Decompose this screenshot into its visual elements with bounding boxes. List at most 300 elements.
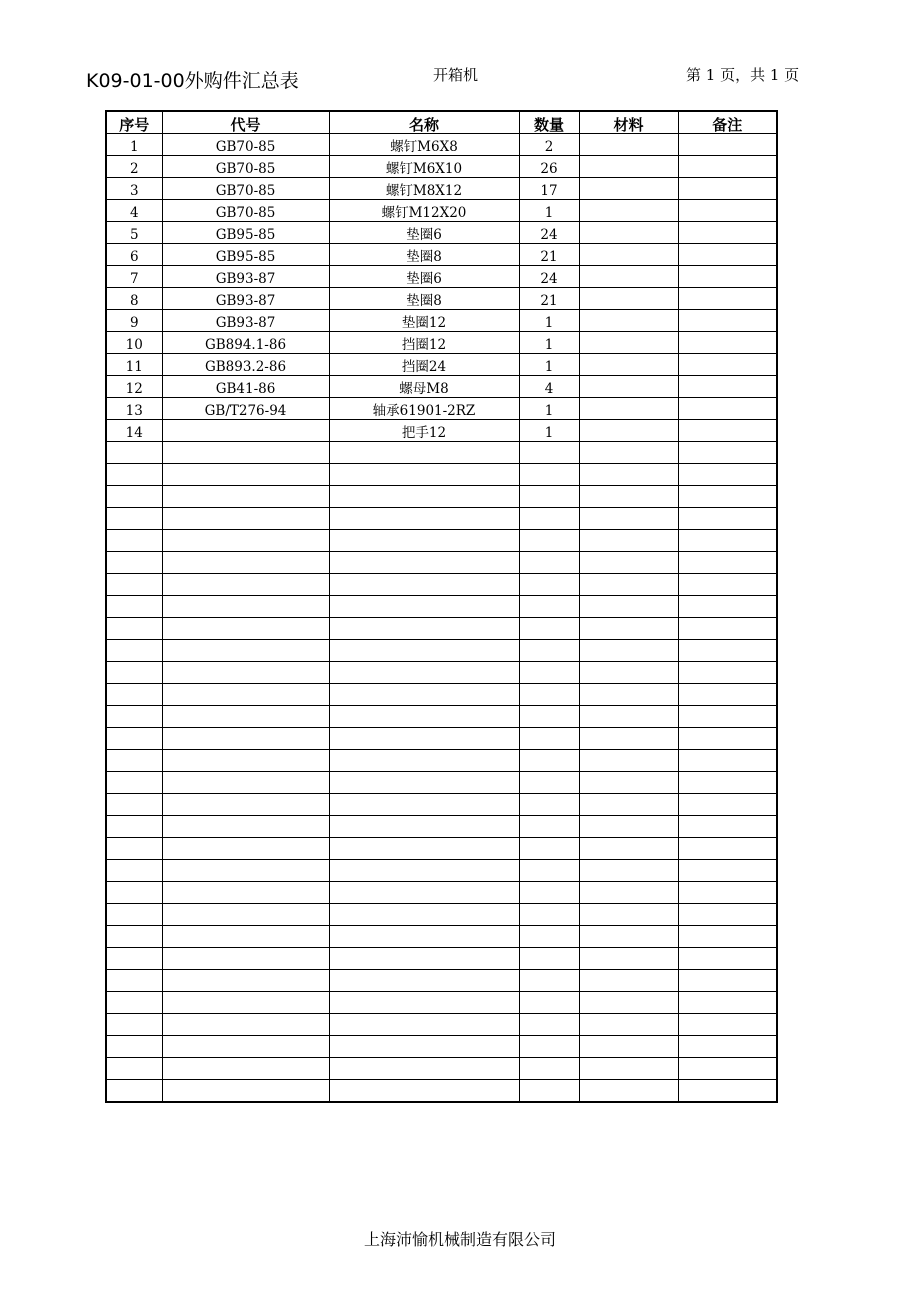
document-title: K09-01-00外购件汇总表 <box>86 70 299 92</box>
cell-qty <box>519 574 579 596</box>
table-row <box>106 134 777 156</box>
cell-material <box>579 134 678 156</box>
cell-remark <box>678 684 777 706</box>
column-header-no: 序号 <box>106 111 162 134</box>
column-header-remark: 备注 <box>678 111 777 134</box>
cell-code: GB893.2-86 <box>162 354 329 376</box>
cell-no <box>106 816 162 838</box>
cell-material <box>579 860 678 882</box>
cell-material <box>579 266 678 288</box>
cell-code <box>162 838 329 860</box>
empty-table-row <box>106 1036 777 1058</box>
cell-code: GB93-87 <box>162 288 329 310</box>
cell-name <box>329 640 519 662</box>
cell-remark <box>678 970 777 992</box>
cell-name <box>329 728 519 750</box>
cell-code <box>162 596 329 618</box>
table-row <box>106 200 777 222</box>
cell-qty: 1 <box>519 398 579 420</box>
cell-code: GB70-85 <box>162 178 329 200</box>
empty-table-row <box>106 728 777 750</box>
cell-remark <box>678 1080 777 1103</box>
cell-remark <box>678 838 777 860</box>
cell-qty: 21 <box>519 288 579 310</box>
cell-code <box>162 684 329 706</box>
empty-table-row <box>106 486 777 508</box>
cell-name <box>329 838 519 860</box>
cell-name <box>329 948 519 970</box>
empty-table-row <box>106 552 777 574</box>
cell-no <box>106 882 162 904</box>
cell-material <box>579 1058 678 1080</box>
cell-code <box>162 860 329 882</box>
page-info: 第 1 页，共 1 页 <box>686 66 800 84</box>
cell-remark <box>678 420 777 442</box>
cell-name: 垫圈6 <box>329 222 519 244</box>
empty-table-row <box>106 684 777 706</box>
cell-no <box>106 662 162 684</box>
cell-qty: 1 <box>519 310 579 332</box>
table-row <box>106 244 777 266</box>
cell-material <box>579 794 678 816</box>
cell-name <box>329 904 519 926</box>
machine-name: 开箱机 <box>433 66 479 84</box>
cell-name <box>329 464 519 486</box>
cell-material <box>579 596 678 618</box>
table-row <box>106 398 777 420</box>
cell-no <box>106 794 162 816</box>
empty-table-row <box>106 838 777 860</box>
cell-qty <box>519 618 579 640</box>
cell-remark <box>678 1058 777 1080</box>
cell-code <box>162 1058 329 1080</box>
cell-remark <box>678 926 777 948</box>
cell-qty <box>519 882 579 904</box>
cell-remark <box>678 464 777 486</box>
table-body <box>106 134 777 1103</box>
cell-remark <box>678 288 777 310</box>
cell-remark <box>678 508 777 530</box>
cell-code <box>162 530 329 552</box>
table-row <box>106 222 777 244</box>
cell-name <box>329 1036 519 1058</box>
cell-no: 9 <box>106 310 162 332</box>
cell-material <box>579 816 678 838</box>
cell-no: 13 <box>106 398 162 420</box>
empty-table-row <box>106 640 777 662</box>
cell-name: 垫圈12 <box>329 310 519 332</box>
cell-qty <box>519 486 579 508</box>
cell-qty <box>519 1080 579 1103</box>
cell-qty: 1 <box>519 332 579 354</box>
cell-qty <box>519 464 579 486</box>
table-row <box>106 332 777 354</box>
cell-qty: 2 <box>519 134 579 156</box>
cell-qty <box>519 948 579 970</box>
empty-table-row <box>106 596 777 618</box>
cell-remark <box>678 662 777 684</box>
cell-no <box>106 530 162 552</box>
cell-material <box>579 398 678 420</box>
table-header-row <box>106 111 777 134</box>
cell-code <box>162 508 329 530</box>
table-row <box>106 354 777 376</box>
empty-table-row <box>106 992 777 1014</box>
cell-material <box>579 156 678 178</box>
cell-name: 螺钉M6X8 <box>329 134 519 156</box>
cell-remark <box>678 376 777 398</box>
cell-material <box>579 1014 678 1036</box>
cell-material <box>579 508 678 530</box>
cell-name <box>329 860 519 882</box>
cell-name: 螺钉M8X12 <box>329 178 519 200</box>
cell-qty <box>519 860 579 882</box>
cell-name <box>329 706 519 728</box>
cell-qty: 24 <box>519 222 579 244</box>
cell-material <box>579 420 678 442</box>
table-row <box>106 288 777 310</box>
cell-no <box>106 838 162 860</box>
cell-name: 轴承61901-2RZ <box>329 398 519 420</box>
cell-name <box>329 1014 519 1036</box>
cell-code <box>162 948 329 970</box>
cell-qty <box>519 772 579 794</box>
cell-qty: 17 <box>519 178 579 200</box>
cell-remark <box>678 816 777 838</box>
cell-material <box>579 728 678 750</box>
cell-code: GB93-87 <box>162 266 329 288</box>
cell-material <box>579 178 678 200</box>
cell-no <box>106 926 162 948</box>
cell-no <box>106 706 162 728</box>
cell-qty: 1 <box>519 420 579 442</box>
cell-material <box>579 948 678 970</box>
cell-qty <box>519 926 579 948</box>
cell-remark <box>678 596 777 618</box>
cell-no <box>106 574 162 596</box>
cell-name <box>329 442 519 464</box>
cell-code: GB70-85 <box>162 156 329 178</box>
cell-material <box>579 200 678 222</box>
cell-name <box>329 596 519 618</box>
cell-no <box>106 552 162 574</box>
cell-no: 12 <box>106 376 162 398</box>
cell-no: 7 <box>106 266 162 288</box>
empty-table-row <box>106 794 777 816</box>
cell-code <box>162 420 329 442</box>
cell-name: 挡圈24 <box>329 354 519 376</box>
cell-remark <box>678 640 777 662</box>
table-row <box>106 420 777 442</box>
column-header-name: 名称 <box>329 111 519 134</box>
cell-code <box>162 486 329 508</box>
cell-qty: 26 <box>519 156 579 178</box>
cell-material <box>579 662 678 684</box>
empty-table-row <box>106 706 777 728</box>
cell-code: GB/T276-94 <box>162 398 329 420</box>
cell-name <box>329 1080 519 1103</box>
empty-table-row <box>106 860 777 882</box>
table-row <box>106 376 777 398</box>
cell-code: GB41-86 <box>162 376 329 398</box>
cell-code <box>162 882 329 904</box>
cell-qty <box>519 530 579 552</box>
empty-table-row <box>106 1058 777 1080</box>
empty-table-row <box>106 772 777 794</box>
cell-remark <box>678 574 777 596</box>
cell-code <box>162 552 329 574</box>
cell-remark <box>678 728 777 750</box>
cell-qty <box>519 794 579 816</box>
cell-code: GB95-85 <box>162 244 329 266</box>
cell-no <box>106 1080 162 1103</box>
cell-no: 3 <box>106 178 162 200</box>
cell-remark <box>678 134 777 156</box>
cell-material <box>579 926 678 948</box>
cell-code <box>162 442 329 464</box>
cell-remark <box>678 772 777 794</box>
cell-no <box>106 486 162 508</box>
cell-material <box>579 684 678 706</box>
cell-qty: 1 <box>519 200 579 222</box>
cell-code: GB894.1-86 <box>162 332 329 354</box>
cell-code <box>162 1036 329 1058</box>
cell-no: 1 <box>106 134 162 156</box>
cell-qty <box>519 970 579 992</box>
cell-code: GB95-85 <box>162 222 329 244</box>
cell-name: 垫圈6 <box>329 266 519 288</box>
cell-qty: 21 <box>519 244 579 266</box>
cell-remark <box>678 992 777 1014</box>
cell-no: 10 <box>106 332 162 354</box>
empty-table-row <box>106 1014 777 1036</box>
cell-qty <box>519 662 579 684</box>
cell-no: 6 <box>106 244 162 266</box>
cell-no: 4 <box>106 200 162 222</box>
empty-table-row <box>106 442 777 464</box>
cell-code <box>162 904 329 926</box>
cell-name <box>329 772 519 794</box>
table-row <box>106 156 777 178</box>
cell-remark <box>678 354 777 376</box>
cell-qty <box>519 442 579 464</box>
cell-material <box>579 376 678 398</box>
cell-qty <box>519 838 579 860</box>
cell-no <box>106 860 162 882</box>
table-row <box>106 266 777 288</box>
column-header-qty: 数量 <box>519 111 579 134</box>
cell-qty <box>519 596 579 618</box>
cell-material <box>579 552 678 574</box>
cell-no <box>106 750 162 772</box>
cell-remark <box>678 266 777 288</box>
cell-no <box>106 728 162 750</box>
cell-no <box>106 1058 162 1080</box>
cell-material <box>579 904 678 926</box>
cell-remark <box>678 618 777 640</box>
cell-name <box>329 530 519 552</box>
cell-qty <box>519 684 579 706</box>
cell-material <box>579 618 678 640</box>
empty-table-row <box>106 948 777 970</box>
empty-table-row <box>106 1080 777 1103</box>
empty-table-row <box>106 816 777 838</box>
cell-no <box>106 464 162 486</box>
table-row <box>106 310 777 332</box>
cell-name <box>329 992 519 1014</box>
cell-remark <box>678 398 777 420</box>
empty-table-row <box>106 508 777 530</box>
cell-code <box>162 772 329 794</box>
cell-remark <box>678 310 777 332</box>
cell-name: 螺母M8 <box>329 376 519 398</box>
empty-table-row <box>106 530 777 552</box>
cell-material <box>579 772 678 794</box>
cell-material <box>579 1080 678 1103</box>
cell-remark <box>678 244 777 266</box>
table-row <box>106 178 777 200</box>
cell-no <box>106 948 162 970</box>
cell-qty <box>519 750 579 772</box>
cell-no <box>106 1014 162 1036</box>
cell-no <box>106 618 162 640</box>
cell-qty: 4 <box>519 376 579 398</box>
cell-no <box>106 596 162 618</box>
cell-material <box>579 750 678 772</box>
cell-remark <box>678 794 777 816</box>
empty-table-row <box>106 882 777 904</box>
cell-code <box>162 464 329 486</box>
empty-table-row <box>106 464 777 486</box>
cell-code <box>162 618 329 640</box>
cell-code <box>162 926 329 948</box>
cell-qty <box>519 1058 579 1080</box>
cell-code: GB70-85 <box>162 134 329 156</box>
empty-table-row <box>106 574 777 596</box>
cell-remark <box>678 332 777 354</box>
cell-no <box>106 684 162 706</box>
cell-remark <box>678 1036 777 1058</box>
cell-material <box>579 354 678 376</box>
parts-table <box>105 110 778 1103</box>
empty-table-row <box>106 926 777 948</box>
cell-name: 挡圈12 <box>329 332 519 354</box>
cell-remark <box>678 200 777 222</box>
empty-table-row <box>106 904 777 926</box>
cell-no <box>106 970 162 992</box>
cell-code <box>162 574 329 596</box>
cell-material <box>579 486 678 508</box>
cell-material <box>579 640 678 662</box>
cell-remark <box>678 530 777 552</box>
cell-name <box>329 574 519 596</box>
cell-remark <box>678 948 777 970</box>
cell-name <box>329 486 519 508</box>
cell-qty <box>519 508 579 530</box>
cell-material <box>579 288 678 310</box>
cell-material <box>579 310 678 332</box>
cell-remark <box>678 486 777 508</box>
cell-qty <box>519 1014 579 1036</box>
cell-code <box>162 640 329 662</box>
cell-qty <box>519 640 579 662</box>
cell-qty <box>519 552 579 574</box>
cell-material <box>579 882 678 904</box>
cell-material <box>579 970 678 992</box>
column-header-material: 材料 <box>579 111 678 134</box>
cell-no <box>106 640 162 662</box>
cell-code <box>162 970 329 992</box>
cell-remark <box>678 882 777 904</box>
cell-name <box>329 684 519 706</box>
cell-code <box>162 728 329 750</box>
company-name: 上海沛愉机械制造有限公司 <box>363 1230 556 1249</box>
cell-no <box>106 508 162 530</box>
cell-qty: 1 <box>519 354 579 376</box>
cell-remark <box>678 552 777 574</box>
cell-no: 14 <box>106 420 162 442</box>
cell-name: 垫圈8 <box>329 244 519 266</box>
cell-name: 把手12 <box>329 420 519 442</box>
cell-material <box>579 244 678 266</box>
cell-material <box>579 706 678 728</box>
empty-table-row <box>106 750 777 772</box>
cell-remark <box>678 860 777 882</box>
cell-qty <box>519 1036 579 1058</box>
cell-name <box>329 662 519 684</box>
cell-no: 11 <box>106 354 162 376</box>
cell-no <box>106 992 162 1014</box>
cell-qty <box>519 816 579 838</box>
cell-code <box>162 992 329 1014</box>
cell-material <box>579 464 678 486</box>
cell-name <box>329 750 519 772</box>
cell-code <box>162 1080 329 1103</box>
cell-remark <box>678 156 777 178</box>
cell-no: 2 <box>106 156 162 178</box>
cell-name <box>329 552 519 574</box>
empty-table-row <box>106 662 777 684</box>
cell-qty <box>519 728 579 750</box>
empty-table-row <box>106 970 777 992</box>
cell-code: GB70-85 <box>162 200 329 222</box>
cell-qty <box>519 992 579 1014</box>
cell-name <box>329 882 519 904</box>
cell-no: 8 <box>106 288 162 310</box>
cell-qty <box>519 904 579 926</box>
cell-qty: 24 <box>519 266 579 288</box>
cell-name <box>329 508 519 530</box>
cell-name <box>329 794 519 816</box>
cell-no <box>106 772 162 794</box>
cell-material <box>579 530 678 552</box>
cell-remark <box>678 222 777 244</box>
cell-material <box>579 332 678 354</box>
cell-remark <box>678 706 777 728</box>
cell-name <box>329 926 519 948</box>
cell-name: 垫圈8 <box>329 288 519 310</box>
cell-code: GB93-87 <box>162 310 329 332</box>
cell-name <box>329 816 519 838</box>
cell-remark <box>678 750 777 772</box>
cell-no: 5 <box>106 222 162 244</box>
cell-material <box>579 222 678 244</box>
cell-remark <box>678 178 777 200</box>
cell-material <box>579 1036 678 1058</box>
cell-qty <box>519 706 579 728</box>
cell-remark <box>678 442 777 464</box>
cell-name <box>329 970 519 992</box>
